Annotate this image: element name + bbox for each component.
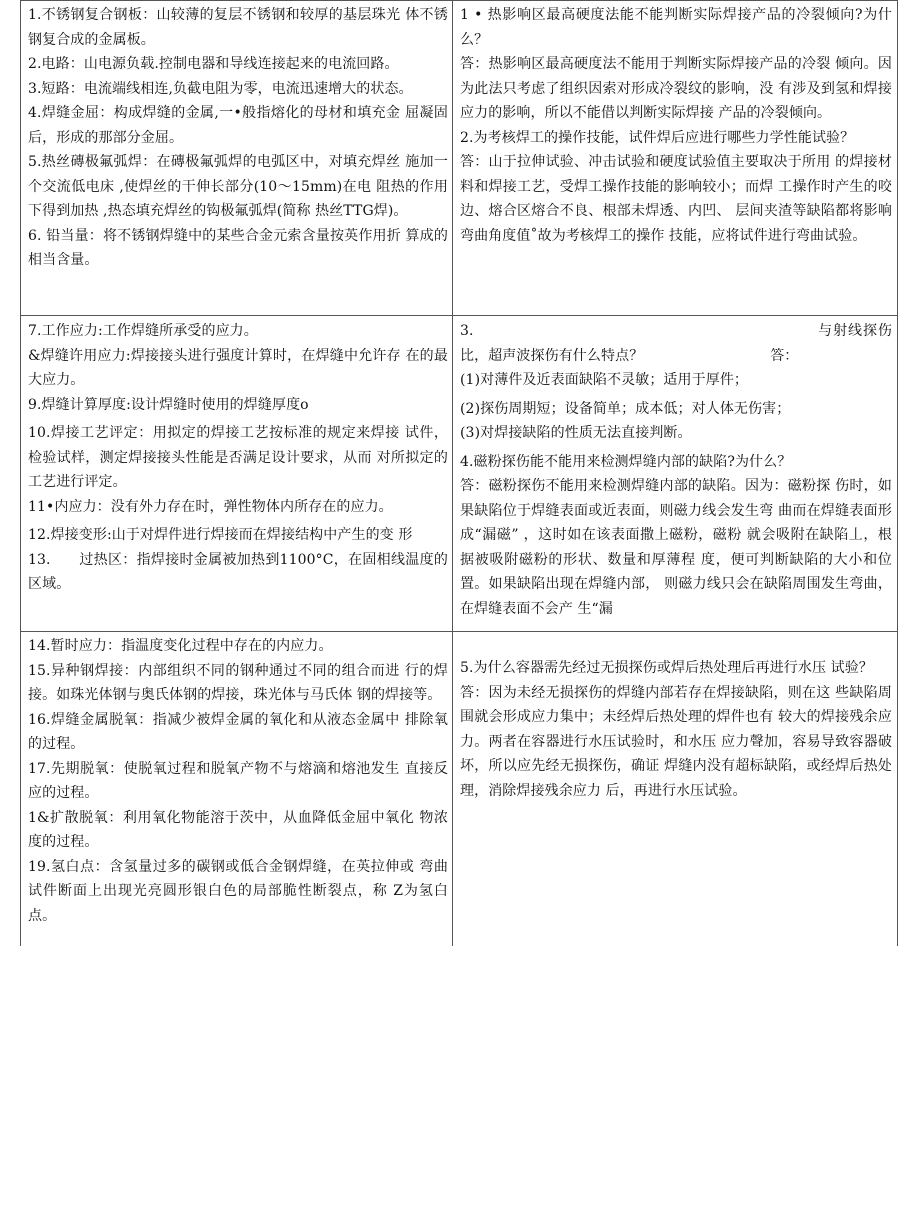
term-item: 7.工作应力:工作焊缝所承受的应力。 bbox=[28, 323, 258, 339]
term-item: 4.焊缝金屈：构成焊缝的金属,一•般指熔化的母材和填充金 屈凝固后，形成的那部分金屈。 bbox=[28, 105, 448, 146]
column-divider bbox=[452, 0, 453, 946]
question: 3. 与射线探伤比，超声波探伤有什么特点？ 答： bbox=[460, 323, 892, 364]
table-border-top bbox=[20, 0, 898, 1]
row2-terms-cell bbox=[28, 319, 448, 629]
term-item: 11•内应力：没有外力存在时，弹性物体内所存在的应力。 bbox=[28, 498, 393, 515]
term-item: 6. 铅当量：将不锈钢焊缝中的某些合金元索含量按英作用折 算成的相当含量。 bbox=[28, 227, 448, 268]
question: 1 • 热影响区最高硬度法能不能判断实际焊接产品的冷裂倾向?为什么？ bbox=[460, 7, 892, 48]
term-item: 19.氢白点：含氢量过多的碳钢或低合金钢焊缝，在英拉伸或 弯曲试件断面上出现光亮圆形银白色的局部脆性断裂点，称 Z为氢白点。 bbox=[28, 858, 448, 924]
term-item: 12.焊接变形:山于对焊件进行焊接而在焊接结构中产生的变 形 bbox=[28, 527, 413, 543]
answer-point: (1)对薄件及近表面缺陷不灵敏；适用于厚件； bbox=[460, 372, 749, 388]
term-item: 13. 过热区：指焊接时金属被加热到1100°C，在固相线温度的 区域。 bbox=[28, 551, 448, 592]
term-item: 2.电路：山电源负载.控制电器和导线连接起来的电流回路。 bbox=[28, 56, 399, 72]
row-divider-1 bbox=[20, 315, 898, 316]
row1-qa-cell bbox=[460, 3, 892, 315]
row3-qa-cell bbox=[460, 656, 892, 856]
term-item: 1&扩散脱氧：利用氧化物能溶于茨中，从血降低金屈中氧化 物浓度的过程。 bbox=[28, 809, 448, 850]
term-item: 16.焊缝金属脱氧：指减少被焊金属的氧化和从液态金属中 排除氧的过程。 bbox=[28, 711, 448, 752]
term-item: 9.焊缝计算厚度:设计焊缝时使用的焊缝厚度o bbox=[28, 396, 309, 413]
row-divider-2 bbox=[20, 631, 898, 632]
term-item: 3.短路：电流端线相连,负截电阻为零，电流迅速增大的状态。 bbox=[28, 80, 413, 97]
row2-qa-cell bbox=[460, 319, 892, 627]
term-item: 1.不锈钢复合钢板：山较薄的复层不锈钢和较厚的基层珠光 体不锈钢复合成的金属板。 bbox=[28, 7, 448, 48]
term-item: 15.异种钢焊接：内部组织不同的钢种通过不同的组合而进 行的焊接。如珠光体钢与奥氏体钢的焊接，珠光体与马氏体 钢的焊接等。 bbox=[28, 662, 448, 703]
question: 4.磁粉探伤能不能用来检测焊缝内部的缺陷?为什么？ bbox=[460, 453, 792, 470]
term-item: 10.焊接工艺评定：用拟定的焊接工艺按标准的规定来焊接 试件，检验试样，测定焊接接头性能是否满足设计要求，从而 对所拟定的工艺进行评定。 bbox=[28, 425, 448, 490]
answer: 答：热影响区最高硬度法不能用于判断实际焊接产品的冷裂 倾向。因为此法只考虑了组织因索对形成冷裂纹的影响，没 有涉及到氢和焊接应力的影响，所以不能借以判断实际焊接 产品的冷裂倾向。 bbox=[460, 56, 892, 121]
term-item: 14.暂时应力：指温度变化过程中存在的内应力。 bbox=[28, 638, 333, 654]
answer: 答：山于拉伸试验、冲击试验和硬度试验值主要取决于所用 的焊接材料和焊接工艺，受焊工操作技能的影响较小；而焊 工操作时产生的咬边、熔合区熔合不良、根部未焊透、内凹、 层间夹渣等缺陷都将影响弯曲角度值˚故为考核焊工的操作 技能，应将试件进行弯曲试验。 bbox=[460, 154, 892, 244]
row3-terms-cell bbox=[28, 634, 448, 946]
term-item: 17.先期脱氧：使脱氧过程和脱氧产物不与熔滴和熔池发生 直接反应的过程。 bbox=[28, 760, 448, 801]
row1-terms-cell bbox=[28, 3, 448, 311]
answer-point: (2)探伤周期短；设备简单；成本低；对人体无伤害； bbox=[460, 400, 791, 417]
question: 5.为什么容器需先经过无损探伤或焊后热处理后再进行水压 试验？ bbox=[460, 660, 873, 676]
answer-point: (3)对焊接缺陷的性质无法直接判断。 bbox=[460, 425, 692, 441]
table-border-left bbox=[20, 0, 21, 946]
term-item: 5.热丝磚极氟弧焊：在磚极氟弧焊的电弧区中，对填充焊丝 施加一个交流低电床 ,使焊丝的干伸长部分(10〜15mm)在电 阻热的作用下得到加热 ,热态填充焊丝的钩极氟弧焊(简称 热丝TTG焊)。 bbox=[28, 154, 448, 219]
term-item: &焊缝许用应力:焊接接头进行强度计算时，在焊缝中允许存 在的最大应力。 bbox=[28, 347, 448, 388]
answer: 答：磁粉探伤不能用来检测焊缝内部的缺陷。因为：磁粉探 伤时，如果缺陷位于焊缝表面或近表面，则磁力线会发生弯 曲而在焊缝表面形成“漏磁” ，这时如在该表面撒上磁粉，磁粉 就会吸附在缺陷丄，根据被吸附磁粉的形状、数量和厚薄程 度，便可判断缺陷的大小和位置。如果缺陷出现在焊缝内部， 则磁力线只会在缺陷周围发生弯曲，在焊缝表面不会产 生“漏 bbox=[460, 478, 892, 617]
qa-table bbox=[20, 0, 898, 946]
answer: 答：因为未经无损探伤的焊缝内部若存在焊接缺陷，则在这 些缺陷周围就会形成应力集中；未经焊后热处理的焊件也有 较大的焊接残余应力。两者在容器进行水压试验时，和水压 应力聲加，容易导致容器破坏，所以应先经无损探伤，确证 焊缝内没有超标缺陷，或经焊后热处理，消除焊接残余应力 后，再进行水压试验。 bbox=[460, 684, 892, 799]
table-border-right bbox=[897, 0, 898, 946]
question: 2.为考核焊工的操作技能，试件焊后应进行哪些力学性能试验？ bbox=[460, 129, 855, 146]
